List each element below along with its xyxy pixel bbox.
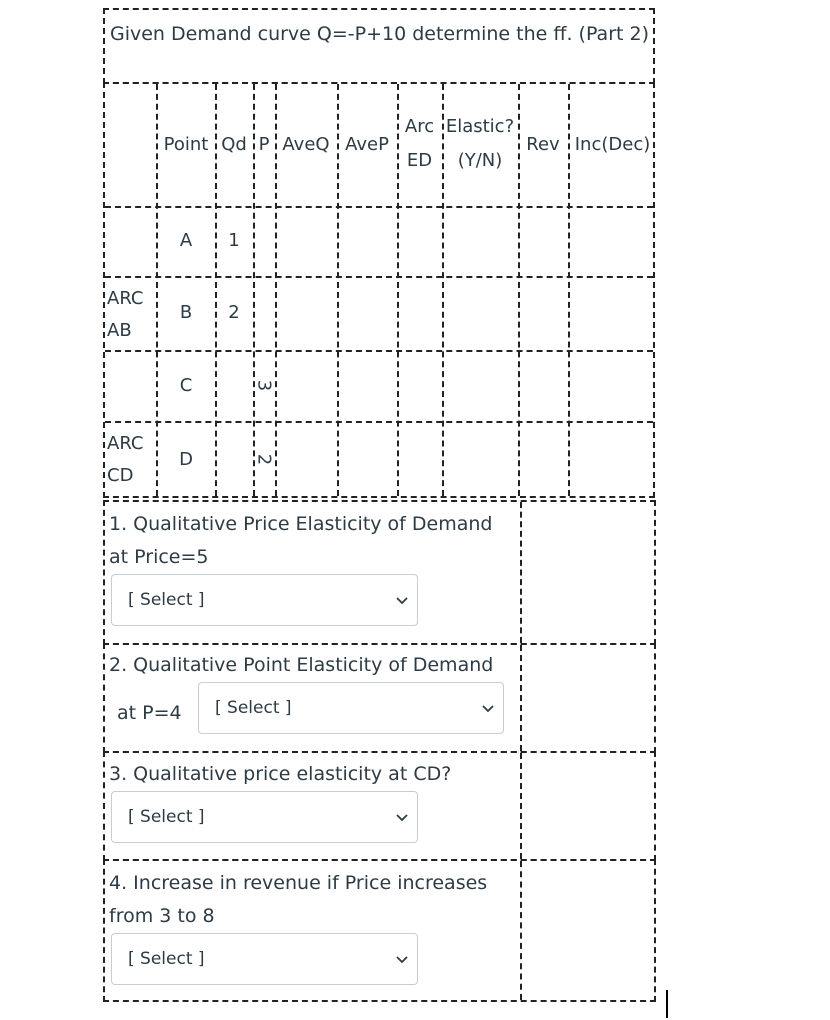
header-p: P	[258, 134, 270, 155]
chevron-down-icon	[481, 701, 495, 715]
row-a-qd: 1	[228, 230, 240, 251]
header-elastic-line1: Elastic?	[445, 116, 515, 137]
row-c-point: C	[179, 374, 193, 396]
header-inc-dec: Inc(Dec)	[574, 134, 651, 155]
question-1-select[interactable]	[111, 574, 418, 626]
row-b-label-line2: AB	[107, 320, 132, 341]
question-2-line2: at P=4	[117, 702, 182, 724]
header-elastic-line2: (Y/N)	[457, 150, 503, 171]
row-d-label-line2: CD	[107, 465, 134, 486]
header-arc-ed-line2: ED	[406, 150, 433, 171]
question-3-box	[103, 751, 656, 861]
question-4-select[interactable]	[111, 933, 418, 985]
row-a-point: A	[179, 230, 193, 251]
row-b-label-line1: ARC	[107, 288, 144, 309]
question-2-box	[103, 643, 656, 753]
header-arc-ed-line1: Arc	[404, 116, 435, 137]
question-2-select[interactable]	[198, 682, 504, 734]
question-3-line1: 3. Qualitative price elasticity at CD?	[109, 763, 452, 785]
question-4-line2: from 3 to 8	[109, 905, 215, 927]
question-4-select-value: [ Select ]	[128, 949, 205, 969]
question-3-select-value: [ Select ]	[128, 807, 205, 827]
title-box	[103, 8, 655, 84]
row-c-p: 3	[254, 379, 275, 392]
question-4-box	[103, 859, 656, 1002]
row-d-label-line1: ARC	[107, 433, 144, 454]
page-title: Given Demand curve Q=-P+10 determine the ff. (Part 2)	[110, 23, 650, 45]
chevron-down-icon	[395, 810, 409, 824]
header-avep: AveP	[345, 134, 389, 155]
data-table	[103, 82, 655, 498]
question-1-line1: 1. Qualitative Price Elasticity of Demand	[109, 513, 493, 535]
row-b-point: B	[179, 302, 193, 323]
question-2-line1: 2. Qualitative Point Elasticity of Demand	[109, 654, 494, 676]
question-4-line1: 4. Increase in revenue if Price increases	[109, 872, 488, 894]
header-qd: Qd	[221, 134, 247, 155]
row-b-qd: 2	[228, 302, 240, 323]
header-rev: Rev	[526, 134, 560, 155]
question-1-select-value: [ Select ]	[128, 590, 205, 610]
question-2-select-value: [ Select ]	[215, 698, 292, 718]
question-3-select[interactable]	[111, 791, 418, 843]
header-aveq: AveQ	[282, 134, 330, 155]
question-1-box	[103, 500, 656, 645]
question-1-line2: at Price=5	[109, 546, 209, 568]
row-d-p: 2	[254, 453, 275, 466]
header-point: Point	[163, 134, 209, 155]
chevron-down-icon	[395, 952, 409, 966]
chevron-down-icon	[395, 593, 409, 607]
row-d-point: D	[179, 448, 193, 470]
text-cursor	[666, 990, 668, 1018]
